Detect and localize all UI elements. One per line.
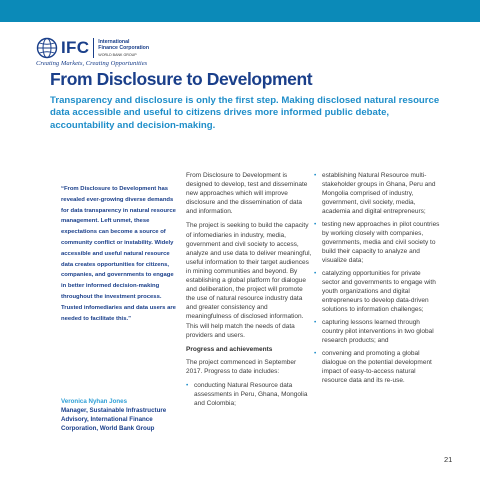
logo-abbreviation: IFC [61, 38, 90, 57]
bullet-item: • convening and promoting a global dialogue on the potential development impact of easy-to-access natural resource data and its re-use. [314, 349, 440, 385]
logo-line-2: Finance Corporation [98, 44, 150, 51]
logo-divider [93, 38, 94, 58]
logo-line-3: WORLD BANK GROUP [98, 52, 137, 57]
quote-attribution [61, 397, 186, 433]
bullet-list-middle [186, 381, 312, 408]
attribution-role: Manager, Sustainable Infrastructure Advisory, International Finance Corporation, World Bank Group [61, 407, 167, 432]
logo-line-1: International [98, 38, 130, 45]
bullet-item: • testing new approaches in pilot countries by working closely with companies, governments, media and civil society to build their capacity to analyze and visualize data; [314, 220, 440, 265]
bullet-list-right [314, 171, 440, 385]
intro-paragraph: Transparency and disclosure is only the first step. Making disclosed natural resource data accessible and useful to citizens drives more informed public debate, accountability and decision-making. [50, 95, 440, 131]
ifc-logo [36, 36, 149, 60]
logo-tagline: Creating Markets, Creating Opportunities [36, 60, 148, 67]
body-column-right [314, 171, 440, 389]
bullet-item: • capturing lessons learned through country pilot interventions in two global research products; and [314, 318, 440, 345]
body-paragraph-1: From Disclosure to Development is designed to develop, test and disseminate new approaches which will improve disclosure and the dissemination of data and information. [186, 172, 308, 216]
body-column-middle [186, 171, 312, 412]
section-heading: Progress and achievements [186, 345, 273, 353]
bullet-item: • establishing Natural Resource multi-stakeholder groups in Ghana, Peru and Mongolia comprised of industry, government, civil society, media, academia and digital entrepreneurs; [314, 171, 440, 216]
attribution-name: Veronica Nyhan Jones [61, 398, 128, 405]
top-color-bar [0, 0, 480, 22]
page-number: 21 [444, 455, 453, 464]
body-paragraph-2: The project is seeking to build the capacity of infomediaries in industry, media, government and civil society to access, analyze and use data to deliver meaningful, useful information to their target audiences in mining communities and beyond. By establishing a global platform for dialogue and deliberation, the project will promote the use of natural resource industry data and greater consistency and meaningfulness of disclosed information. This will help match the needs of data providers and users. [186, 222, 312, 339]
pull-quote: “From Disclosure to Development has revealed ever-growing diverse demands for data transparency in natural resource management. Left unmet, these expectations can become a source of community conflict or instability. Widely accessible and useful natural resource data creates opportunities for citizens, companies, and governments to engage in better informed decision-making throughout the investment process. Trusted infomediaries and data users are needed to facilitate this.” [61, 186, 176, 322]
page-title: From Disclosure to Development [50, 69, 313, 89]
bullet-item: • conducting Natural Resource data assessments in Peru, Ghana, Mongolia and Colombia; [186, 381, 312, 408]
bullet-item: • catalyzing opportunities for private sector and governments to engage with youth organizations and digital entrepreneurs to develop data-driven solutions to information challenges; [314, 269, 440, 314]
body-paragraph-3: The project commenced in September 2017. Progress to date includes: [186, 358, 297, 375]
logo-wordmark [98, 39, 149, 58]
globe-icon [36, 37, 58, 59]
